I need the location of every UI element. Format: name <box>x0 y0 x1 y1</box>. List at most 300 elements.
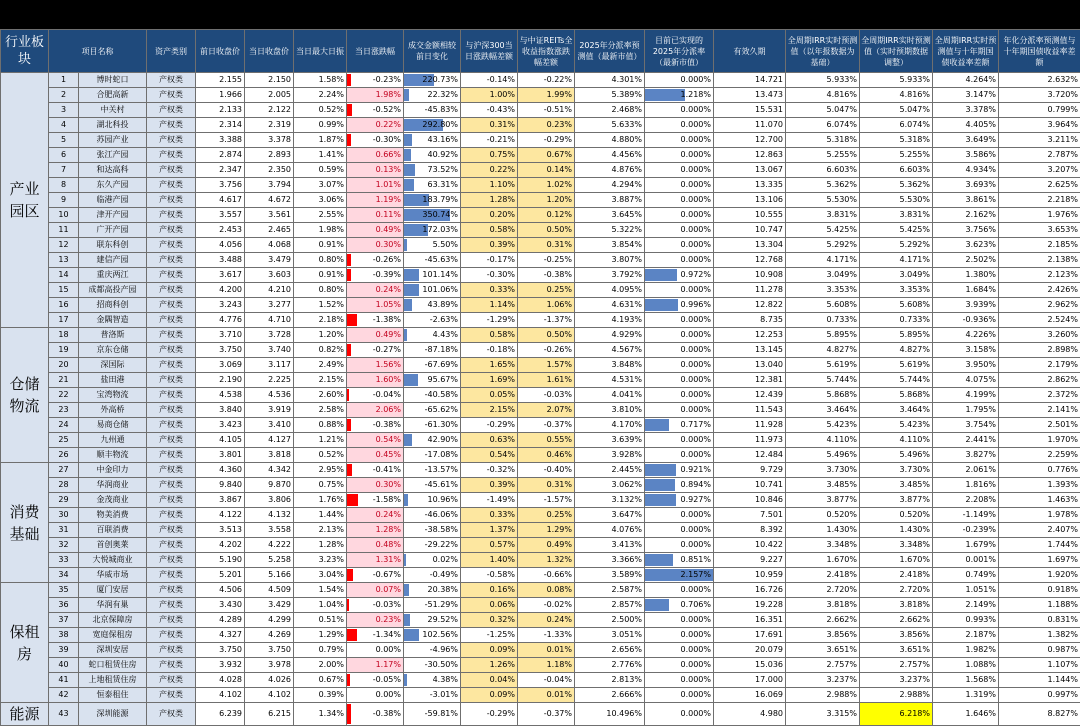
duration: 10.747 <box>714 223 786 238</box>
irr-realtime: 4.171% <box>860 253 933 268</box>
irr-annual: 1.670% <box>786 553 860 568</box>
asset-type: 产权类 <box>147 133 196 148</box>
volume-change-value: 220.73% <box>404 73 460 87</box>
hs300-diff: 0.16% <box>461 583 518 598</box>
duration: 8.735 <box>714 313 786 328</box>
reits-diff: 0.23% <box>518 118 575 133</box>
table-row <box>1 163 1080 178</box>
close: 4.102 <box>245 688 294 703</box>
volume-change <box>404 193 461 208</box>
amplitude: 1.98% <box>294 223 347 238</box>
row-number: 31 <box>49 523 79 538</box>
close: 3.919 <box>245 403 294 418</box>
irr-realtime: 4.110% <box>860 433 933 448</box>
distribution-2025: 4.567% <box>575 343 645 358</box>
volume-change <box>404 73 461 88</box>
volume-change-value: -30.50% <box>404 658 460 672</box>
close: 3.277 <box>245 298 294 313</box>
close: 4.132 <box>245 508 294 523</box>
reits-diff: -0.40% <box>518 463 575 478</box>
irr-annual: 5.744% <box>786 373 860 388</box>
header-dist-2025: 2025年分派率预测值（最新市值） <box>575 30 645 73</box>
irr-realtime: 5.292% <box>860 238 933 253</box>
irr-spread: 1.319% <box>933 688 999 703</box>
prev-close: 5.201 <box>196 568 245 583</box>
distribution-2025: 2.468% <box>575 103 645 118</box>
distribution-2025: 3.928% <box>575 448 645 463</box>
daily-change-value: -1.34% <box>347 628 403 642</box>
volume-change-value: -45.63% <box>404 253 460 267</box>
header-volume-change: 成交金额相较前日变化 <box>404 30 461 73</box>
volume-change <box>404 223 461 238</box>
distribution-2025: 4.876% <box>575 163 645 178</box>
realized-2025: 0.000% <box>645 118 714 133</box>
prev-close: 4.056 <box>196 238 245 253</box>
asset-type: 产权类 <box>147 628 196 643</box>
amplitude: 1.54% <box>294 583 347 598</box>
table-row <box>1 508 1080 523</box>
header-dist-spread: 年化分派率预测值与十年期国债收益率差额 <box>999 30 1080 73</box>
close: 2.319 <box>245 118 294 133</box>
irr-spread: 0.749% <box>933 568 999 583</box>
prev-close: 3.750 <box>196 343 245 358</box>
volume-change <box>404 358 461 373</box>
realized-2025: 0.000% <box>645 688 714 703</box>
volume-change-value: 0.02% <box>404 553 460 567</box>
irr-annual: 5.619% <box>786 358 860 373</box>
project-name: 物美消费 <box>79 508 147 523</box>
hs300-diff: -0.32% <box>461 463 518 478</box>
irr-realtime: 3.237% <box>860 673 933 688</box>
volume-change-value: 40.92% <box>404 148 460 162</box>
irr-annual: 5.496% <box>786 448 860 463</box>
irr-spread: 3.693% <box>933 178 999 193</box>
prev-close: 4.776 <box>196 313 245 328</box>
volume-change-value: -3.01% <box>404 688 460 702</box>
daily-change-value: -0.05% <box>347 673 403 687</box>
close: 3.740 <box>245 343 294 358</box>
header-project: 项目名称 <box>49 30 147 73</box>
close: 2.465 <box>245 223 294 238</box>
asset-type: 产权类 <box>147 418 196 433</box>
volume-change-value: 4.38% <box>404 673 460 687</box>
irr-realtime: 0.733% <box>860 313 933 328</box>
volume-change <box>404 283 461 298</box>
duration: 10.959 <box>714 568 786 583</box>
amplitude: 2.15% <box>294 373 347 388</box>
table-row <box>1 358 1080 373</box>
daily-change-value: -0.23% <box>347 73 403 87</box>
irr-annual: 4.110% <box>786 433 860 448</box>
header-close: 当日收盘价 <box>245 30 294 73</box>
volume-change-value: -61.30% <box>404 418 460 432</box>
duration: 17.691 <box>714 628 786 643</box>
prev-close: 4.506 <box>196 583 245 598</box>
daily-change-value: -0.52% <box>347 103 403 117</box>
amplitude: 0.82% <box>294 343 347 358</box>
prev-close: 4.360 <box>196 463 245 478</box>
reits-diff: -0.37% <box>518 703 575 726</box>
daily-change: 0.00% <box>347 643 404 658</box>
volume-change <box>404 388 461 403</box>
irr-annual: 3.464% <box>786 403 860 418</box>
irr-annual: 5.047% <box>786 103 860 118</box>
table-row <box>1 148 1080 163</box>
volume-change <box>404 628 461 643</box>
distribution-spread: 1.978% <box>999 508 1080 523</box>
realized-2025 <box>645 598 714 613</box>
daily-change: 0.00% <box>347 688 404 703</box>
table-row <box>1 298 1080 313</box>
amplitude: 0.99% <box>294 118 347 133</box>
reits-diff: 1.61% <box>518 373 575 388</box>
distribution-2025: 4.170% <box>575 418 645 433</box>
sector-label: 仓储物流 <box>1 328 49 463</box>
volume-change <box>404 148 461 163</box>
daily-change <box>347 253 404 268</box>
row-number: 36 <box>49 598 79 613</box>
irr-annual: 5.933% <box>786 73 860 88</box>
amplitude: 3.07% <box>294 178 347 193</box>
asset-type: 产权类 <box>147 583 196 598</box>
close: 3.750 <box>245 643 294 658</box>
hs300-diff: 0.31% <box>461 118 518 133</box>
irr-realtime: 5.933% <box>860 73 933 88</box>
duration: 13.040 <box>714 358 786 373</box>
prev-close: 4.122 <box>196 508 245 523</box>
distribution-spread: 2.625% <box>999 178 1080 193</box>
table-row <box>1 568 1080 583</box>
prev-close: 4.102 <box>196 688 245 703</box>
reits-diff: 0.49% <box>518 538 575 553</box>
reits-diff: -1.37% <box>518 313 575 328</box>
amplitude: 1.34% <box>294 703 347 726</box>
row-number: 7 <box>49 163 79 178</box>
row-number: 6 <box>49 148 79 163</box>
asset-type: 产权类 <box>147 223 196 238</box>
irr-spread: 1.088% <box>933 658 999 673</box>
irr-spread: 3.827% <box>933 448 999 463</box>
duration: 10.555 <box>714 208 786 223</box>
asset-type: 产权类 <box>147 643 196 658</box>
duration: 13.067 <box>714 163 786 178</box>
amplitude: 2.60% <box>294 388 347 403</box>
close: 4.299 <box>245 613 294 628</box>
volume-change <box>404 163 461 178</box>
realized-2025: 0.000% <box>645 73 714 88</box>
volume-change-value: -45.83% <box>404 103 460 117</box>
duration: 14.721 <box>714 73 786 88</box>
distribution-spread: 1.697% <box>999 553 1080 568</box>
daily-change <box>347 418 404 433</box>
asset-type: 产权类 <box>147 673 196 688</box>
irr-annual: 5.423% <box>786 418 860 433</box>
table-row <box>1 253 1080 268</box>
irr-spread: 4.075% <box>933 373 999 388</box>
irr-annual: 2.418% <box>786 568 860 583</box>
daily-change: 0.13% <box>347 163 404 178</box>
irr-spread: -0.239% <box>933 523 999 538</box>
prev-close: 3.488 <box>196 253 245 268</box>
asset-type: 产权类 <box>147 373 196 388</box>
irr-spread: 2.061% <box>933 463 999 478</box>
volume-change <box>404 313 461 328</box>
realized-2025: 0.000% <box>645 658 714 673</box>
project-name: 建信产园 <box>79 253 147 268</box>
irr-spread: 1.646% <box>933 703 999 726</box>
distribution-2025: 3.647% <box>575 508 645 523</box>
prev-close: 3.801 <box>196 448 245 463</box>
table-row <box>1 223 1080 238</box>
irr-annual: 3.818% <box>786 598 860 613</box>
daily-change <box>347 388 404 403</box>
amplitude: 1.41% <box>294 148 347 163</box>
distribution-spread: 2.123% <box>999 268 1080 283</box>
irr-annual: 4.171% <box>786 253 860 268</box>
header-sector: 行业板块 <box>1 30 49 73</box>
asset-type: 产权类 <box>147 103 196 118</box>
hs300-diff: -0.18% <box>461 343 518 358</box>
reits-diff: -0.51% <box>518 103 575 118</box>
project-name: 张江产园 <box>79 148 147 163</box>
row-number: 5 <box>49 133 79 148</box>
table-row <box>1 703 1080 726</box>
volume-change <box>404 463 461 478</box>
table-row <box>1 403 1080 418</box>
prev-close: 4.617 <box>196 193 245 208</box>
reits-diff: 1.06% <box>518 298 575 313</box>
irr-spread: 3.623% <box>933 238 999 253</box>
asset-type: 产权类 <box>147 493 196 508</box>
project-name: 中关村 <box>79 103 147 118</box>
asset-type: 产权类 <box>147 178 196 193</box>
asset-type: 产权类 <box>147 553 196 568</box>
table-row <box>1 463 1080 478</box>
duration: 7.501 <box>714 508 786 523</box>
irr-realtime: 3.831% <box>860 208 933 223</box>
volume-change <box>404 433 461 448</box>
distribution-2025: 3.848% <box>575 358 645 373</box>
hs300-diff: 1.10% <box>461 178 518 193</box>
duration: 12.768 <box>714 253 786 268</box>
distribution-2025: 3.792% <box>575 268 645 283</box>
duration: 12.822 <box>714 298 786 313</box>
amplitude: 1.04% <box>294 598 347 613</box>
duration: 11.070 <box>714 118 786 133</box>
table-row <box>1 103 1080 118</box>
hs300-diff: -0.29% <box>461 418 518 433</box>
project-name: 易商仓储 <box>79 418 147 433</box>
irr-annual: 5.255% <box>786 148 860 163</box>
amplitude: 3.23% <box>294 553 347 568</box>
close: 6.215 <box>245 703 294 726</box>
irr-spread: 0.993% <box>933 613 999 628</box>
hs300-diff: 1.00% <box>461 88 518 103</box>
prev-close: 2.874 <box>196 148 245 163</box>
volume-change <box>404 493 461 508</box>
realized-2025: 0.000% <box>645 508 714 523</box>
project-name: 北京保障房 <box>79 613 147 628</box>
distribution-2025: 3.051% <box>575 628 645 643</box>
reits-diff: 0.55% <box>518 433 575 448</box>
distribution-spread: 1.393% <box>999 478 1080 493</box>
irr-realtime: 5.425% <box>860 223 933 238</box>
project-name: 普洛斯 <box>79 328 147 343</box>
prev-close: 4.028 <box>196 673 245 688</box>
row-number: 20 <box>49 358 79 373</box>
realized-2025: 0.000% <box>645 313 714 328</box>
reits-diff: 0.12% <box>518 208 575 223</box>
realized-2025: 0.000% <box>645 133 714 148</box>
distribution-2025: 2.813% <box>575 673 645 688</box>
irr-spread: 3.939% <box>933 298 999 313</box>
volume-change-value: 43.16% <box>404 133 460 147</box>
reits-diff: 0.50% <box>518 223 575 238</box>
hs300-diff: 0.39% <box>461 478 518 493</box>
volume-change-value: 63.31% <box>404 178 460 192</box>
table-row <box>1 643 1080 658</box>
header-hs300-diff: 与沪深300当日涨跌幅差额 <box>461 30 518 73</box>
header-row <box>1 30 1080 73</box>
irr-realtime: 5.362% <box>860 178 933 193</box>
duration: 15.531 <box>714 103 786 118</box>
irr-spread: 3.754% <box>933 418 999 433</box>
table-row <box>1 328 1080 343</box>
irr-spread: 2.149% <box>933 598 999 613</box>
project-name: 顺丰物流 <box>79 448 147 463</box>
amplitude: 1.29% <box>294 628 347 643</box>
daily-change: 0.49% <box>347 223 404 238</box>
irr-annual: 5.895% <box>786 328 860 343</box>
row-number: 32 <box>49 538 79 553</box>
distribution-2025: 2.666% <box>575 688 645 703</box>
irr-annual: 2.988% <box>786 688 860 703</box>
row-number: 25 <box>49 433 79 448</box>
volume-change <box>404 598 461 613</box>
irr-spread: -1.149% <box>933 508 999 523</box>
asset-type: 产权类 <box>147 388 196 403</box>
volume-change-value: -0.49% <box>404 568 460 582</box>
daily-change <box>347 343 404 358</box>
row-number: 43 <box>49 703 79 726</box>
project-name: 外高桥 <box>79 403 147 418</box>
daily-change <box>347 73 404 88</box>
irr-realtime: 5.496% <box>860 448 933 463</box>
daily-change: 0.22% <box>347 118 404 133</box>
irr-realtime: 2.418% <box>860 568 933 583</box>
amplitude: 1.20% <box>294 328 347 343</box>
project-name: 湖北科投 <box>79 118 147 133</box>
close: 4.536 <box>245 388 294 403</box>
row-number: 12 <box>49 238 79 253</box>
volume-change-value: 172.03% <box>404 223 460 237</box>
duration: 12.484 <box>714 448 786 463</box>
irr-realtime: 4.816% <box>860 88 933 103</box>
amplitude: 0.39% <box>294 688 347 703</box>
header-duration: 有效久期 <box>714 30 786 73</box>
close: 4.509 <box>245 583 294 598</box>
row-number: 27 <box>49 463 79 478</box>
table-row <box>1 523 1080 538</box>
table-row <box>1 478 1080 493</box>
daily-change: 0.24% <box>347 283 404 298</box>
volume-change <box>404 118 461 133</box>
header-amplitude: 当日最大日振 <box>294 30 347 73</box>
realized-2025-value: 0.706% <box>645 598 713 612</box>
hs300-diff: 1.26% <box>461 658 518 673</box>
irr-realtime: 2.988% <box>860 688 933 703</box>
duration: 8.392 <box>714 523 786 538</box>
duration: 9.729 <box>714 463 786 478</box>
volume-change <box>404 343 461 358</box>
distribution-spread: 2.141% <box>999 403 1080 418</box>
irr-spread: 1.051% <box>933 583 999 598</box>
header-irr-realtime: 全周期IRR实时预测值（实时预期数据调整） <box>860 30 933 73</box>
row-number: 19 <box>49 343 79 358</box>
amplitude: 0.80% <box>294 253 347 268</box>
table-row <box>1 433 1080 448</box>
table-row <box>1 493 1080 508</box>
volume-change-value: 183.79% <box>404 193 460 207</box>
distribution-spread: 1.744% <box>999 538 1080 553</box>
asset-type: 产权类 <box>147 238 196 253</box>
realized-2025: 0.000% <box>645 328 714 343</box>
table-row <box>1 388 1080 403</box>
volume-change-value: 350.74% <box>404 208 460 222</box>
volume-change <box>404 583 461 598</box>
hs300-diff: 0.58% <box>461 328 518 343</box>
duration: 13.473 <box>714 88 786 103</box>
irr-spread: 4.934% <box>933 163 999 178</box>
row-number: 23 <box>49 403 79 418</box>
irr-spread: 2.208% <box>933 493 999 508</box>
irr-realtime: 3.818% <box>860 598 933 613</box>
distribution-2025: 4.193% <box>575 313 645 328</box>
row-number: 22 <box>49 388 79 403</box>
close: 2.150 <box>245 73 294 88</box>
close: 3.806 <box>245 493 294 508</box>
row-number: 30 <box>49 508 79 523</box>
project-name: 华润有巢 <box>79 598 147 613</box>
reits-diff: 0.08% <box>518 583 575 598</box>
volume-change <box>404 553 461 568</box>
reits-diff: -0.38% <box>518 268 575 283</box>
realized-2025-value: 0.894% <box>645 478 713 492</box>
asset-type: 产权类 <box>147 703 196 726</box>
distribution-spread: 3.653% <box>999 223 1080 238</box>
irr-realtime: 3.353% <box>860 283 933 298</box>
duration: 16.726 <box>714 583 786 598</box>
table-row <box>1 598 1080 613</box>
header-reits-diff: 与中证REITs全收益指数涨跌幅差额 <box>518 30 575 73</box>
irr-realtime: 6.603% <box>860 163 933 178</box>
realized-2025: 0.000% <box>645 148 714 163</box>
irr-annual: 6.074% <box>786 118 860 133</box>
hs300-diff: -1.25% <box>461 628 518 643</box>
amplitude: 2.49% <box>294 358 347 373</box>
close: 4.342 <box>245 463 294 478</box>
irr-spread: 4.226% <box>933 328 999 343</box>
amplitude: 0.75% <box>294 478 347 493</box>
reits-diff: 0.14% <box>518 163 575 178</box>
hs300-diff: 0.22% <box>461 163 518 178</box>
close: 4.222 <box>245 538 294 553</box>
volume-change <box>404 298 461 313</box>
row-number: 37 <box>49 613 79 628</box>
irr-spread: 1.795% <box>933 403 999 418</box>
row-number: 1 <box>49 73 79 88</box>
volume-change <box>404 328 461 343</box>
